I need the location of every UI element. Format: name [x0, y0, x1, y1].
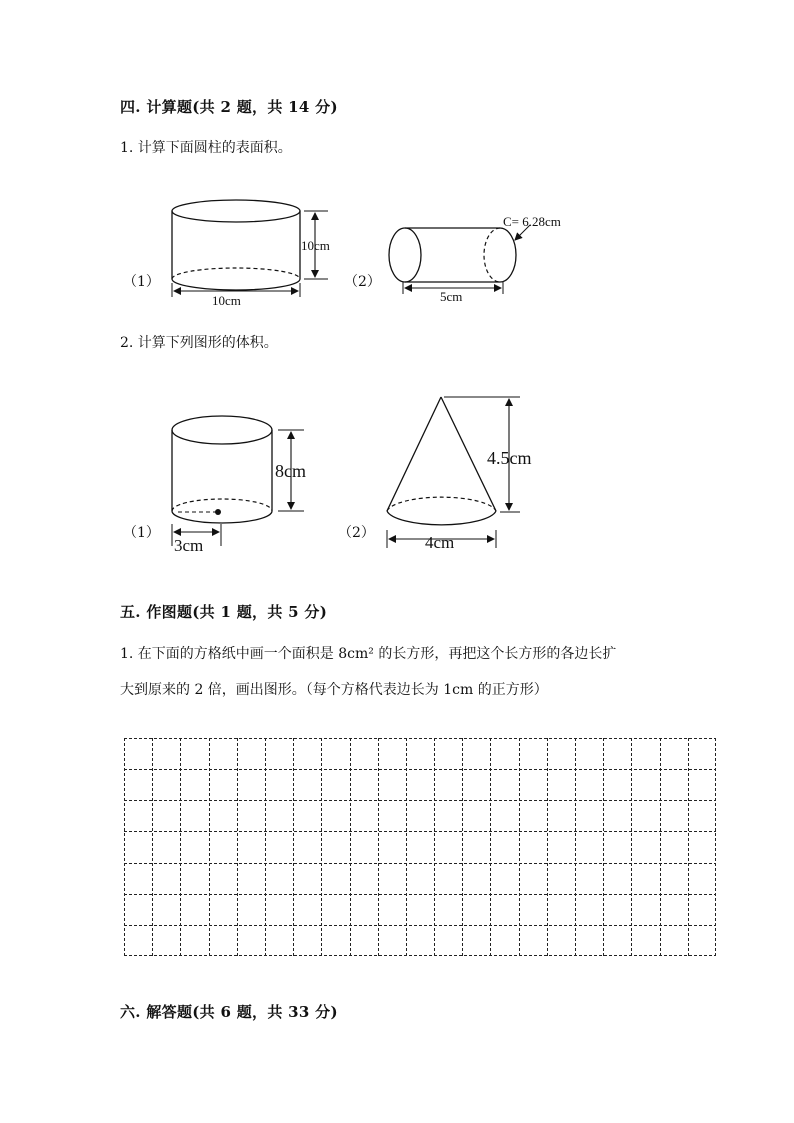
q2-cone-figure	[387, 397, 520, 548]
q1-fig1-label: （1）	[123, 274, 160, 290]
section-five-heading: 五. 作图题(共 1 题，共 5 分)	[120, 603, 328, 621]
q2-fig2-height-label: 4.5cm	[487, 448, 532, 468]
q1-fig2-label: （2）	[344, 274, 381, 290]
q2-fig2-label: （2）	[338, 525, 375, 541]
q1-fig2-circumference-label: C= 6.28cm	[503, 214, 561, 229]
q1-lying-cylinder-figure	[389, 225, 530, 294]
grid-lines	[124, 738, 716, 956]
q2-fig1-label: （1）	[123, 525, 160, 541]
question-5-1-line-1: 1. 在下面的方格纸中画一个面积是 8cm² 的长方形，再把这个长方形的各边长扩	[120, 646, 617, 662]
q1-fig1-width-label: 10cm	[212, 293, 241, 308]
section-four-heading: 四. 计算题(共 2 题，共 14 分)	[120, 98, 338, 116]
q2-fig1-height-label: 8cm	[275, 461, 306, 481]
q2-fig1-radius-label: 3cm	[174, 536, 204, 555]
question-2-text: 2. 计算下列图形的体积。	[120, 335, 278, 351]
q1-fig2-length-label: 5cm	[440, 289, 463, 304]
q1-fig1-height-label: 10cm	[301, 238, 330, 253]
q2-fig2-diameter-label: 4cm	[425, 533, 455, 552]
grid-paper[interactable]	[124, 738, 716, 956]
section-six-heading: 六. 解答题(共 6 题，共 33 分)	[120, 1003, 338, 1021]
question-1-text: 1. 计算下面圆柱的表面积。	[120, 140, 292, 156]
question-5-1-line-2: 大到原来的 2 倍，画出图形。（每个方格代表边长为 1cm 的正方形）	[120, 682, 548, 698]
